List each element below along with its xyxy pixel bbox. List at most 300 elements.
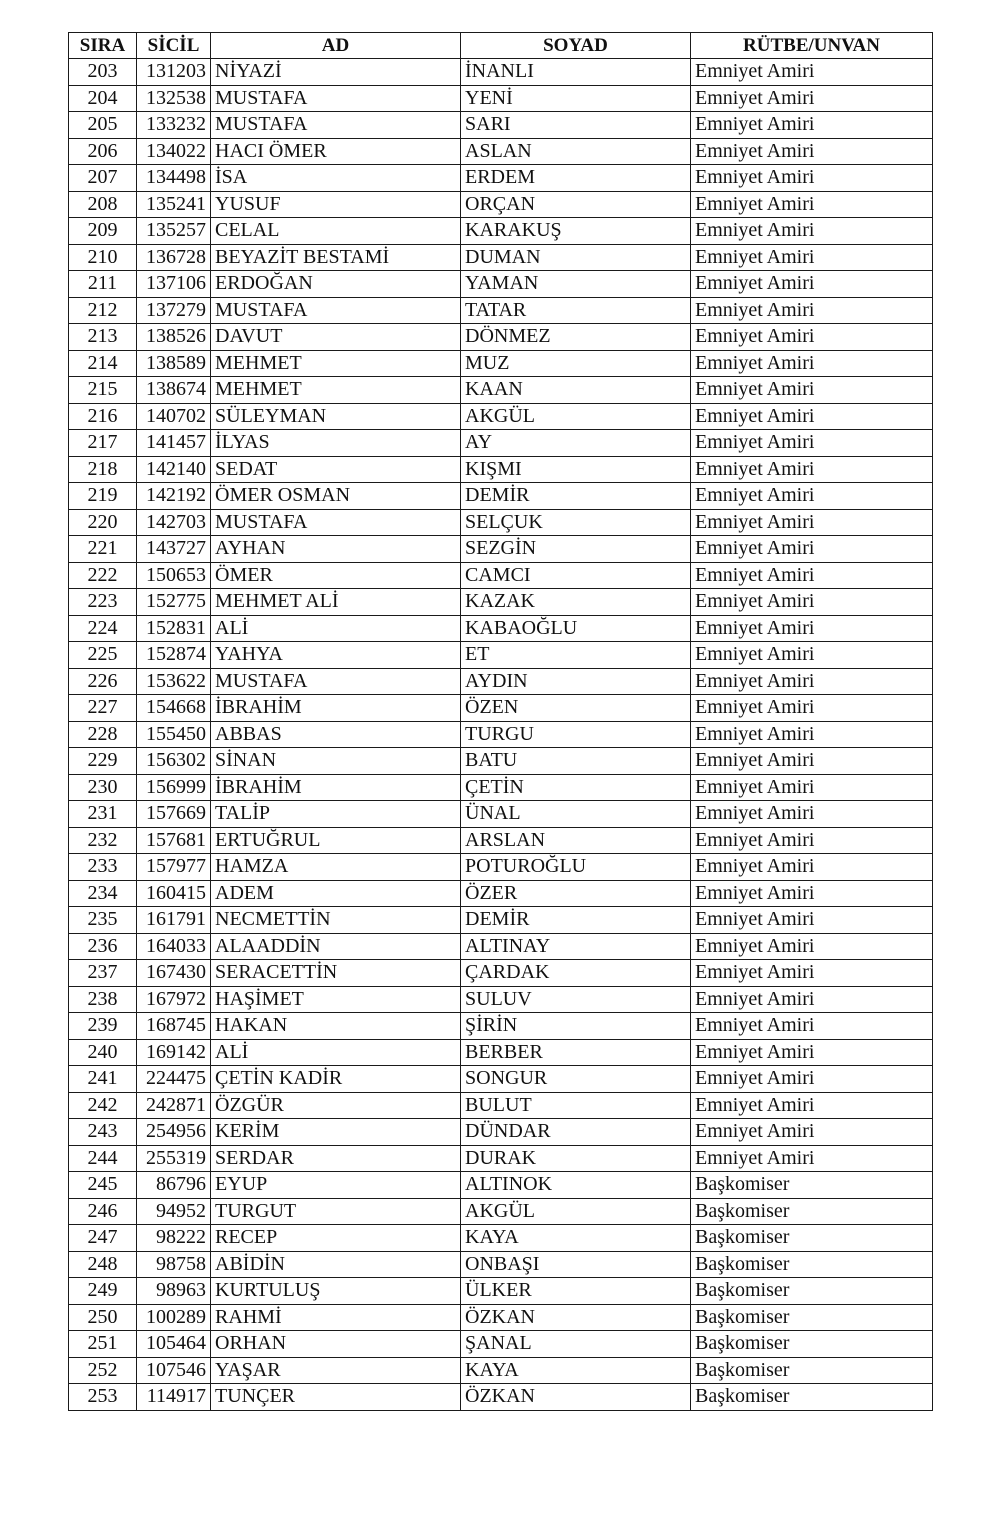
cell-soyad: İNANLI xyxy=(461,59,691,86)
table-row xyxy=(69,430,933,457)
table-row xyxy=(69,377,933,404)
cell-sicil: 105464 xyxy=(137,1331,211,1358)
cell-ad: EYUP xyxy=(211,1172,461,1199)
cell-rutbe: Emniyet Amiri xyxy=(691,430,933,457)
cell-rutbe: Emniyet Amiri xyxy=(691,218,933,245)
cell-soyad: KAZAK xyxy=(461,589,691,616)
cell-rutbe: Başkomiser xyxy=(691,1172,933,1199)
cell-soyad: AKGÜL xyxy=(461,1198,691,1225)
cell-sicil: 152775 xyxy=(137,589,211,616)
cell-sicil: 143727 xyxy=(137,536,211,563)
table-row xyxy=(69,1066,933,1093)
header-soyad: SOYAD xyxy=(461,33,691,59)
cell-sicil: 135241 xyxy=(137,191,211,218)
cell-sira: 251 xyxy=(69,1331,137,1358)
cell-ad: HAMZA xyxy=(211,854,461,881)
header-row xyxy=(69,33,933,59)
table-row xyxy=(69,562,933,589)
cell-soyad: BULUT xyxy=(461,1092,691,1119)
header-sira: SIRA xyxy=(69,33,137,59)
cell-sira: 223 xyxy=(69,589,137,616)
cell-sicil: 142703 xyxy=(137,509,211,536)
cell-ad: TUNÇER xyxy=(211,1384,461,1411)
table-row xyxy=(69,986,933,1013)
cell-sira: 228 xyxy=(69,721,137,748)
cell-rutbe: Emniyet Amiri xyxy=(691,1066,933,1093)
cell-sicil: 152831 xyxy=(137,615,211,642)
cell-sicil: 138674 xyxy=(137,377,211,404)
cell-soyad: TURGU xyxy=(461,721,691,748)
cell-sira: 203 xyxy=(69,59,137,86)
cell-ad: ÇETİN KADİR xyxy=(211,1066,461,1093)
cell-soyad: ÇETİN xyxy=(461,774,691,801)
cell-soyad: ÇARDAK xyxy=(461,960,691,987)
table-row xyxy=(69,1357,933,1384)
cell-sira: 239 xyxy=(69,1013,137,1040)
table-row xyxy=(69,1013,933,1040)
cell-soyad: ERDEM xyxy=(461,165,691,192)
cell-sira: 207 xyxy=(69,165,137,192)
cell-rutbe: Emniyet Amiri xyxy=(691,324,933,351)
cell-sicil: 224475 xyxy=(137,1066,211,1093)
cell-soyad: DÜNDAR xyxy=(461,1119,691,1146)
cell-ad: İBRAHİM xyxy=(211,774,461,801)
table-row xyxy=(69,801,933,828)
cell-rutbe: Emniyet Amiri xyxy=(691,271,933,298)
cell-soyad: ET xyxy=(461,642,691,669)
cell-sira: 216 xyxy=(69,403,137,430)
table-row xyxy=(69,1251,933,1278)
table-row xyxy=(69,1278,933,1305)
table-header xyxy=(69,33,933,59)
cell-sicil: 137279 xyxy=(137,297,211,324)
cell-sira: 226 xyxy=(69,668,137,695)
cell-rutbe: Başkomiser xyxy=(691,1225,933,1252)
cell-sira: 209 xyxy=(69,218,137,245)
cell-ad: YUSUF xyxy=(211,191,461,218)
cell-soyad: DÖNMEZ xyxy=(461,324,691,351)
table-row xyxy=(69,1225,933,1252)
cell-sira: 241 xyxy=(69,1066,137,1093)
cell-sira: 211 xyxy=(69,271,137,298)
cell-ad: ÖMER xyxy=(211,562,461,589)
cell-rutbe: Emniyet Amiri xyxy=(691,244,933,271)
cell-sicil: 134498 xyxy=(137,165,211,192)
table-row xyxy=(69,191,933,218)
cell-soyad: AY xyxy=(461,430,691,457)
cell-sira: 240 xyxy=(69,1039,137,1066)
table-row xyxy=(69,218,933,245)
cell-ad: AYHAN xyxy=(211,536,461,563)
cell-sicil: 150653 xyxy=(137,562,211,589)
cell-soyad: YAMAN xyxy=(461,271,691,298)
table-row xyxy=(69,1119,933,1146)
table-row xyxy=(69,1384,933,1411)
cell-soyad: KARAKUŞ xyxy=(461,218,691,245)
table-row xyxy=(69,456,933,483)
cell-rutbe: Başkomiser xyxy=(691,1198,933,1225)
cell-sicil: 157977 xyxy=(137,854,211,881)
cell-ad: SÜLEYMAN xyxy=(211,403,461,430)
cell-ad: ALİ xyxy=(211,615,461,642)
cell-sicil: 140702 xyxy=(137,403,211,430)
table-row xyxy=(69,721,933,748)
table-row xyxy=(69,668,933,695)
cell-ad: İLYAS xyxy=(211,430,461,457)
cell-sira: 252 xyxy=(69,1357,137,1384)
cell-soyad: DURAK xyxy=(461,1145,691,1172)
table-row xyxy=(69,1145,933,1172)
cell-rutbe: Emniyet Amiri xyxy=(691,1039,933,1066)
cell-rutbe: Emniyet Amiri xyxy=(691,589,933,616)
cell-ad: SERACETTİN xyxy=(211,960,461,987)
table-row xyxy=(69,324,933,351)
cell-soyad: BERBER xyxy=(461,1039,691,1066)
table-row xyxy=(69,85,933,112)
cell-ad: CELAL xyxy=(211,218,461,245)
cell-rutbe: Emniyet Amiri xyxy=(691,668,933,695)
cell-ad: ABİDİN xyxy=(211,1251,461,1278)
header-rutbe: RÜTBE/UNVAN xyxy=(691,33,933,59)
cell-rutbe: Emniyet Amiri xyxy=(691,907,933,934)
cell-sicil: 136728 xyxy=(137,244,211,271)
cell-sicil: 168745 xyxy=(137,1013,211,1040)
cell-sicil: 157669 xyxy=(137,801,211,828)
table-row xyxy=(69,350,933,377)
cell-ad: MEHMET xyxy=(211,350,461,377)
table-row xyxy=(69,589,933,616)
cell-sicil: 161791 xyxy=(137,907,211,934)
header-sicil: SİCİL xyxy=(137,33,211,59)
cell-sicil: 142140 xyxy=(137,456,211,483)
cell-ad: RAHMİ xyxy=(211,1304,461,1331)
header-ad: AD xyxy=(211,33,461,59)
table-row xyxy=(69,509,933,536)
cell-sira: 235 xyxy=(69,907,137,934)
table-row xyxy=(69,1198,933,1225)
cell-sicil: 137106 xyxy=(137,271,211,298)
cell-soyad: KIŞMI xyxy=(461,456,691,483)
table-row xyxy=(69,536,933,563)
cell-soyad: ONBAŞI xyxy=(461,1251,691,1278)
cell-rutbe: Emniyet Amiri xyxy=(691,377,933,404)
cell-rutbe: Emniyet Amiri xyxy=(691,112,933,139)
cell-rutbe: Emniyet Amiri xyxy=(691,59,933,86)
cell-soyad: ÖZER xyxy=(461,880,691,907)
table-row xyxy=(69,112,933,139)
cell-rutbe: Emniyet Amiri xyxy=(691,854,933,881)
cell-sicil: 157681 xyxy=(137,827,211,854)
cell-sicil: 242871 xyxy=(137,1092,211,1119)
cell-soyad: ŞANAL xyxy=(461,1331,691,1358)
cell-sicil: 107546 xyxy=(137,1357,211,1384)
cell-soyad: KAYA xyxy=(461,1225,691,1252)
cell-ad: NECMETTİN xyxy=(211,907,461,934)
cell-ad: DAVUT xyxy=(211,324,461,351)
cell-rutbe: Emniyet Amiri xyxy=(691,642,933,669)
cell-ad: MEHMET ALİ xyxy=(211,589,461,616)
cell-rutbe: Başkomiser xyxy=(691,1357,933,1384)
cell-sira: 247 xyxy=(69,1225,137,1252)
cell-ad: TALİP xyxy=(211,801,461,828)
cell-ad: MUSTAFA xyxy=(211,85,461,112)
cell-rutbe: Emniyet Amiri xyxy=(691,1119,933,1146)
cell-ad: SERDAR xyxy=(211,1145,461,1172)
cell-sira: 243 xyxy=(69,1119,137,1146)
cell-rutbe: Emniyet Amiri xyxy=(691,933,933,960)
cell-sicil: 167430 xyxy=(137,960,211,987)
cell-rutbe: Başkomiser xyxy=(691,1384,933,1411)
cell-ad: İSA xyxy=(211,165,461,192)
cell-sicil: 142192 xyxy=(137,483,211,510)
cell-rutbe: Başkomiser xyxy=(691,1251,933,1278)
cell-sicil: 141457 xyxy=(137,430,211,457)
cell-sira: 246 xyxy=(69,1198,137,1225)
table-row xyxy=(69,297,933,324)
cell-sira: 232 xyxy=(69,827,137,854)
cell-sira: 227 xyxy=(69,695,137,722)
cell-ad: KURTULUŞ xyxy=(211,1278,461,1305)
cell-ad: TURGUT xyxy=(211,1198,461,1225)
cell-ad: ABBAS xyxy=(211,721,461,748)
cell-soyad: SARI xyxy=(461,112,691,139)
cell-sira: 219 xyxy=(69,483,137,510)
cell-soyad: MUZ xyxy=(461,350,691,377)
cell-sira: 204 xyxy=(69,85,137,112)
cell-sicil: 98758 xyxy=(137,1251,211,1278)
cell-soyad: CAMCI xyxy=(461,562,691,589)
cell-sicil: 164033 xyxy=(137,933,211,960)
cell-soyad: SEZGİN xyxy=(461,536,691,563)
cell-sicil: 153622 xyxy=(137,668,211,695)
cell-sira: 236 xyxy=(69,933,137,960)
table-row xyxy=(69,165,933,192)
cell-rutbe: Emniyet Amiri xyxy=(691,827,933,854)
cell-soyad: DEMİR xyxy=(461,907,691,934)
cell-soyad: BATU xyxy=(461,748,691,775)
cell-rutbe: Emniyet Amiri xyxy=(691,748,933,775)
cell-soyad: ASLAN xyxy=(461,138,691,165)
cell-sira: 220 xyxy=(69,509,137,536)
cell-rutbe: Emniyet Amiri xyxy=(691,456,933,483)
table-row xyxy=(69,138,933,165)
cell-ad: SEDAT xyxy=(211,456,461,483)
cell-sira: 237 xyxy=(69,960,137,987)
cell-rutbe: Başkomiser xyxy=(691,1304,933,1331)
cell-sicil: 133232 xyxy=(137,112,211,139)
cell-rutbe: Emniyet Amiri xyxy=(691,191,933,218)
cell-rutbe: Emniyet Amiri xyxy=(691,562,933,589)
cell-soyad: SELÇUK xyxy=(461,509,691,536)
table-row xyxy=(69,695,933,722)
cell-soyad: KABAOĞLU xyxy=(461,615,691,642)
cell-ad: ÖZGÜR xyxy=(211,1092,461,1119)
cell-rutbe: Emniyet Amiri xyxy=(691,509,933,536)
cell-soyad: ŞİRİN xyxy=(461,1013,691,1040)
cell-ad: ERTUĞRUL xyxy=(211,827,461,854)
cell-sira: 225 xyxy=(69,642,137,669)
cell-soyad: POTUROĞLU xyxy=(461,854,691,881)
cell-sira: 222 xyxy=(69,562,137,589)
cell-rutbe: Emniyet Amiri xyxy=(691,695,933,722)
cell-ad: MEHMET xyxy=(211,377,461,404)
cell-ad: RECEP xyxy=(211,1225,461,1252)
cell-sira: 221 xyxy=(69,536,137,563)
cell-rutbe: Emniyet Amiri xyxy=(691,1092,933,1119)
cell-sicil: 138589 xyxy=(137,350,211,377)
cell-soyad: KAAN xyxy=(461,377,691,404)
cell-rutbe: Emniyet Amiri xyxy=(691,774,933,801)
cell-soyad: YENİ xyxy=(461,85,691,112)
cell-ad: İBRAHİM xyxy=(211,695,461,722)
table-row xyxy=(69,774,933,801)
cell-rutbe: Emniyet Amiri xyxy=(691,615,933,642)
cell-ad: ÖMER OSMAN xyxy=(211,483,461,510)
cell-ad: SİNAN xyxy=(211,748,461,775)
cell-soyad: ÖZEN xyxy=(461,695,691,722)
cell-sira: 206 xyxy=(69,138,137,165)
cell-sira: 208 xyxy=(69,191,137,218)
table-row xyxy=(69,1304,933,1331)
cell-sicil: 98963 xyxy=(137,1278,211,1305)
cell-ad: MUSTAFA xyxy=(211,668,461,695)
cell-sira: 253 xyxy=(69,1384,137,1411)
cell-sira: 238 xyxy=(69,986,137,1013)
cell-rutbe: Emniyet Amiri xyxy=(691,85,933,112)
cell-sicil: 98222 xyxy=(137,1225,211,1252)
cell-sicil: 135257 xyxy=(137,218,211,245)
cell-rutbe: Emniyet Amiri xyxy=(691,483,933,510)
cell-sira: 242 xyxy=(69,1092,137,1119)
cell-soyad: DEMİR xyxy=(461,483,691,510)
cell-soyad: AYDIN xyxy=(461,668,691,695)
cell-rutbe: Emniyet Amiri xyxy=(691,138,933,165)
cell-rutbe: Emniyet Amiri xyxy=(691,721,933,748)
cell-rutbe: Başkomiser xyxy=(691,1278,933,1305)
cell-sicil: 254956 xyxy=(137,1119,211,1146)
cell-sicil: 86796 xyxy=(137,1172,211,1199)
table-row xyxy=(69,960,933,987)
cell-rutbe: Emniyet Amiri xyxy=(691,165,933,192)
cell-soyad: ÜNAL xyxy=(461,801,691,828)
cell-soyad: DUMAN xyxy=(461,244,691,271)
cell-ad: ADEM xyxy=(211,880,461,907)
cell-sira: 250 xyxy=(69,1304,137,1331)
cell-soyad: ÖZKAN xyxy=(461,1384,691,1411)
cell-ad: MUSTAFA xyxy=(211,112,461,139)
table-row xyxy=(69,271,933,298)
cell-rutbe: Emniyet Amiri xyxy=(691,986,933,1013)
table-row xyxy=(69,1172,933,1199)
cell-sicil: 167972 xyxy=(137,986,211,1013)
cell-sira: 218 xyxy=(69,456,137,483)
cell-ad: NİYAZİ xyxy=(211,59,461,86)
cell-rutbe: Emniyet Amiri xyxy=(691,1145,933,1172)
cell-rutbe: Emniyet Amiri xyxy=(691,801,933,828)
cell-sicil: 156999 xyxy=(137,774,211,801)
cell-sira: 249 xyxy=(69,1278,137,1305)
cell-sira: 244 xyxy=(69,1145,137,1172)
table-row xyxy=(69,615,933,642)
cell-rutbe: Emniyet Amiri xyxy=(691,1013,933,1040)
cell-soyad: TATAR xyxy=(461,297,691,324)
table-row xyxy=(69,933,933,960)
cell-rutbe: Başkomiser xyxy=(691,1331,933,1358)
cell-soyad: ÜLKER xyxy=(461,1278,691,1305)
cell-sira: 215 xyxy=(69,377,137,404)
table-row xyxy=(69,1331,933,1358)
table-row xyxy=(69,907,933,934)
cell-soyad: SONGUR xyxy=(461,1066,691,1093)
table-row xyxy=(69,59,933,86)
personnel-table xyxy=(68,32,933,1411)
table-row xyxy=(69,483,933,510)
cell-sicil: 169142 xyxy=(137,1039,211,1066)
cell-soyad: SULUV xyxy=(461,986,691,1013)
cell-sicil: 156302 xyxy=(137,748,211,775)
cell-sira: 245 xyxy=(69,1172,137,1199)
table-row xyxy=(69,403,933,430)
cell-ad: HAKAN xyxy=(211,1013,461,1040)
cell-sicil: 160415 xyxy=(137,880,211,907)
table-body xyxy=(69,59,933,1411)
cell-ad: YAŞAR xyxy=(211,1357,461,1384)
cell-ad: BEYAZİT BESTAMİ xyxy=(211,244,461,271)
cell-rutbe: Emniyet Amiri xyxy=(691,536,933,563)
cell-ad: MUSTAFA xyxy=(211,297,461,324)
cell-sicil: 100289 xyxy=(137,1304,211,1331)
table-row xyxy=(69,827,933,854)
cell-sira: 248 xyxy=(69,1251,137,1278)
cell-soyad: ALTINOK xyxy=(461,1172,691,1199)
cell-sicil: 154668 xyxy=(137,695,211,722)
cell-rutbe: Emniyet Amiri xyxy=(691,350,933,377)
cell-sira: 212 xyxy=(69,297,137,324)
cell-soyad: ALTINAY xyxy=(461,933,691,960)
cell-rutbe: Emniyet Amiri xyxy=(691,403,933,430)
cell-soyad: ARSLAN xyxy=(461,827,691,854)
table-row xyxy=(69,748,933,775)
cell-sira: 229 xyxy=(69,748,137,775)
cell-sicil: 255319 xyxy=(137,1145,211,1172)
cell-ad: YAHYA xyxy=(211,642,461,669)
cell-sira: 230 xyxy=(69,774,137,801)
cell-sira: 210 xyxy=(69,244,137,271)
cell-sira: 205 xyxy=(69,112,137,139)
cell-rutbe: Emniyet Amiri xyxy=(691,297,933,324)
cell-sira: 224 xyxy=(69,615,137,642)
cell-sira: 217 xyxy=(69,430,137,457)
cell-sira: 231 xyxy=(69,801,137,828)
table-row xyxy=(69,854,933,881)
cell-sira: 233 xyxy=(69,854,137,881)
cell-soyad: ÖZKAN xyxy=(461,1304,691,1331)
cell-ad: HACI ÖMER xyxy=(211,138,461,165)
cell-sira: 213 xyxy=(69,324,137,351)
table-row xyxy=(69,880,933,907)
cell-sicil: 155450 xyxy=(137,721,211,748)
table-row xyxy=(69,642,933,669)
table-row xyxy=(69,244,933,271)
cell-ad: ORHAN xyxy=(211,1331,461,1358)
cell-ad: ALİ xyxy=(211,1039,461,1066)
cell-sira: 214 xyxy=(69,350,137,377)
cell-soyad: KAYA xyxy=(461,1357,691,1384)
cell-rutbe: Emniyet Amiri xyxy=(691,880,933,907)
cell-ad: ERDOĞAN xyxy=(211,271,461,298)
cell-sira: 234 xyxy=(69,880,137,907)
cell-sicil: 134022 xyxy=(137,138,211,165)
